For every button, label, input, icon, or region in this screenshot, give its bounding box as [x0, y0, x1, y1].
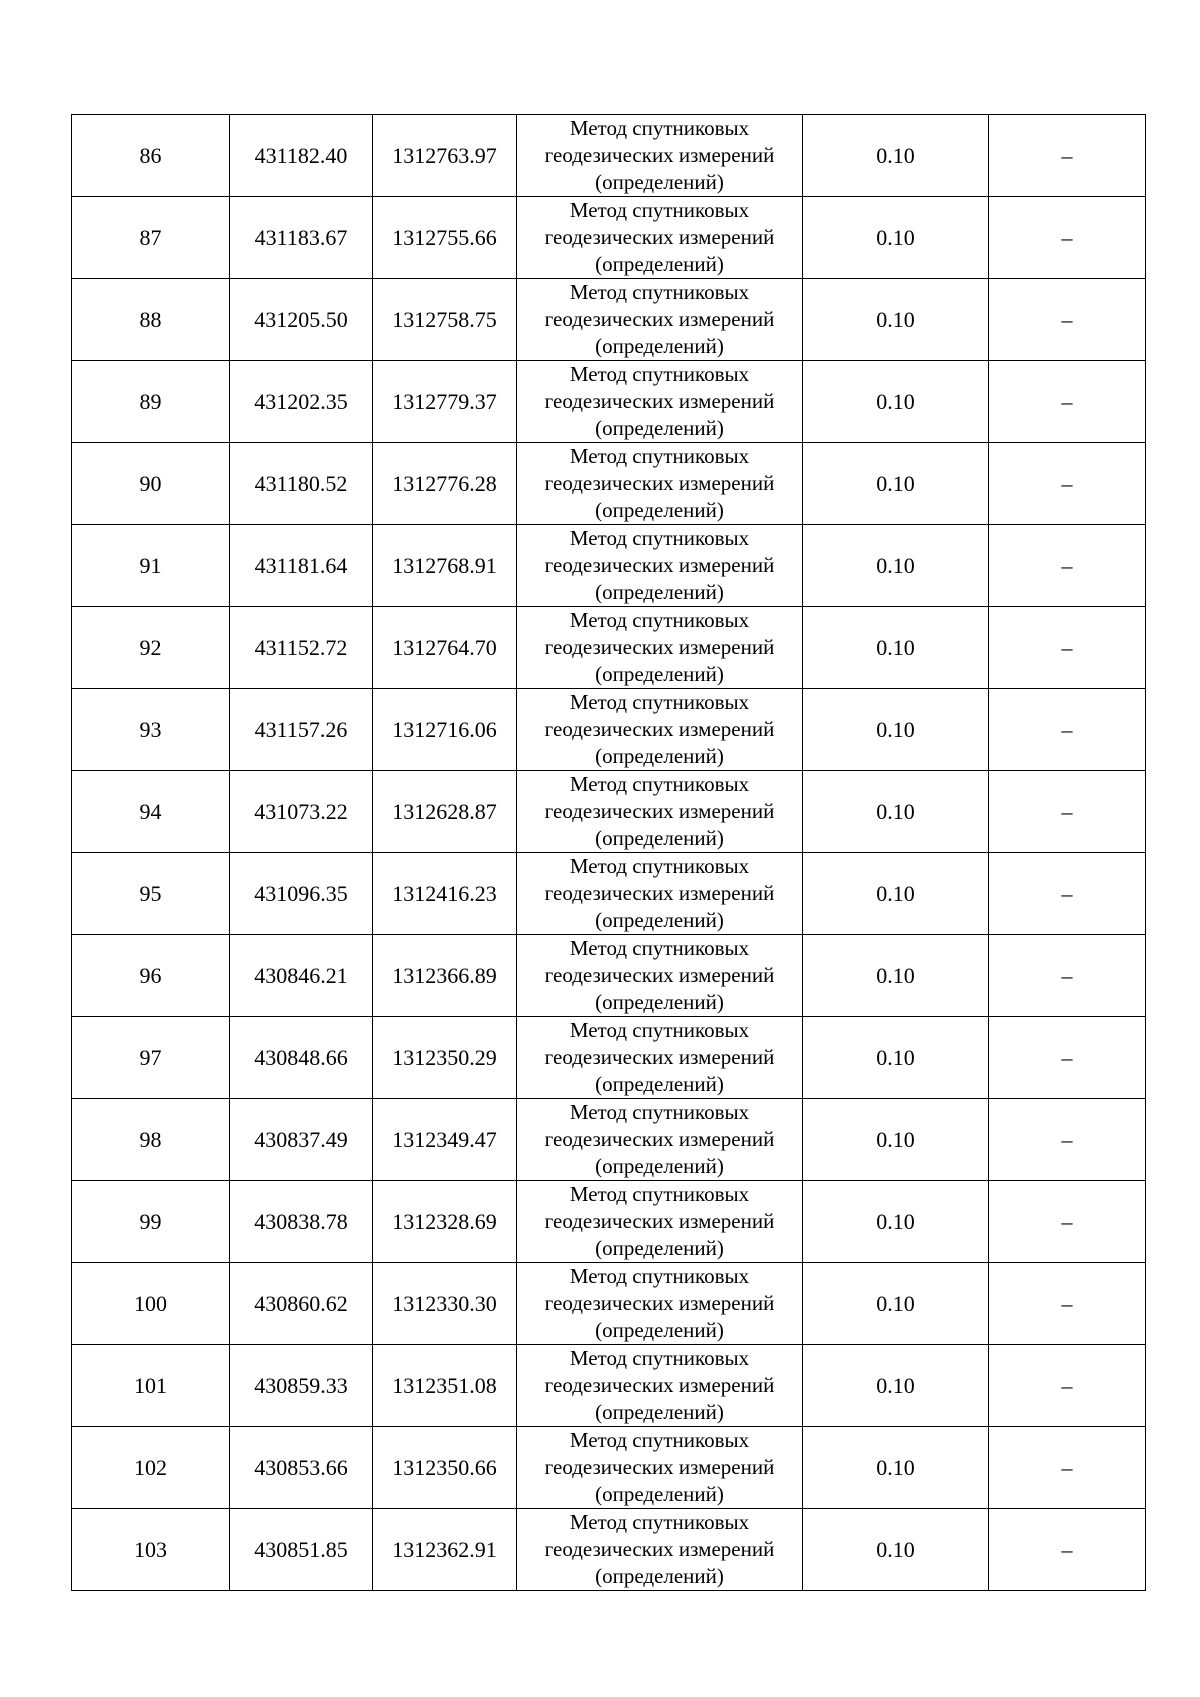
y-coordinate-cell: 1312763.97: [373, 115, 517, 197]
note-cell: –: [989, 1427, 1146, 1509]
x-coordinate-cell: 431073.22: [230, 771, 373, 853]
table-row: [72, 607, 1146, 689]
method-cell: Метод спутниковых геодезических измерений (определений): [517, 935, 803, 1017]
point-number-cell: 92: [72, 607, 230, 689]
table-row: [72, 525, 1146, 607]
point-number-cell: 94: [72, 771, 230, 853]
y-coordinate-cell: 1312779.37: [373, 361, 517, 443]
accuracy-cell: 0.10: [803, 525, 989, 607]
note-cell: –: [989, 607, 1146, 689]
note-cell: –: [989, 853, 1146, 935]
accuracy-cell: 0.10: [803, 935, 989, 1017]
table-row: [72, 853, 1146, 935]
note-cell: –: [989, 197, 1146, 279]
point-number-cell: 87: [72, 197, 230, 279]
x-coordinate-cell: 431157.26: [230, 689, 373, 771]
note-cell: –: [989, 115, 1146, 197]
table-row: [72, 935, 1146, 1017]
method-cell: Метод спутниковых геодезических измерений (определений): [517, 1263, 803, 1345]
method-cell: Метод спутниковых геодезических измерений (определений): [517, 525, 803, 607]
y-coordinate-cell: 1312416.23: [373, 853, 517, 935]
y-coordinate-cell: 1312351.08: [373, 1345, 517, 1427]
accuracy-cell: 0.10: [803, 197, 989, 279]
method-cell: Метод спутниковых геодезических измерений (определений): [517, 197, 803, 279]
point-number-cell: 91: [72, 525, 230, 607]
x-coordinate-cell: 431182.40: [230, 115, 373, 197]
point-number-cell: 102: [72, 1427, 230, 1509]
point-number-cell: 89: [72, 361, 230, 443]
point-number-cell: 95: [72, 853, 230, 935]
x-coordinate-cell: 431181.64: [230, 525, 373, 607]
coordinates-table: [71, 114, 1146, 1591]
point-number-cell: 96: [72, 935, 230, 1017]
accuracy-cell: 0.10: [803, 279, 989, 361]
accuracy-cell: 0.10: [803, 1017, 989, 1099]
accuracy-cell: 0.10: [803, 771, 989, 853]
table-row: [72, 1099, 1146, 1181]
x-coordinate-cell: 430853.66: [230, 1427, 373, 1509]
method-cell: Метод спутниковых геодезических измерений (определений): [517, 443, 803, 525]
y-coordinate-cell: 1312776.28: [373, 443, 517, 525]
method-cell: Метод спутниковых геодезических измерений (определений): [517, 853, 803, 935]
method-cell: Метод спутниковых геодезических измерений (определений): [517, 115, 803, 197]
note-cell: –: [989, 361, 1146, 443]
table-row: [72, 443, 1146, 525]
x-coordinate-cell: 431202.35: [230, 361, 373, 443]
method-cell: Метод спутниковых геодезических измерений (определений): [517, 1345, 803, 1427]
x-coordinate-cell: 430837.49: [230, 1099, 373, 1181]
y-coordinate-cell: 1312768.91: [373, 525, 517, 607]
point-number-cell: 97: [72, 1017, 230, 1099]
point-number-cell: 88: [72, 279, 230, 361]
table-body: [72, 115, 1146, 1591]
point-number-cell: 103: [72, 1509, 230, 1591]
point-number-cell: 93: [72, 689, 230, 771]
table-row: [72, 361, 1146, 443]
method-cell: Метод спутниковых геодезических измерений (определений): [517, 1099, 803, 1181]
y-coordinate-cell: 1312758.75: [373, 279, 517, 361]
accuracy-cell: 0.10: [803, 443, 989, 525]
accuracy-cell: 0.10: [803, 1427, 989, 1509]
point-number-cell: 90: [72, 443, 230, 525]
x-coordinate-cell: 430848.66: [230, 1017, 373, 1099]
accuracy-cell: 0.10: [803, 1181, 989, 1263]
table-row: [72, 1017, 1146, 1099]
y-coordinate-cell: 1312350.66: [373, 1427, 517, 1509]
x-coordinate-cell: 430846.21: [230, 935, 373, 1017]
note-cell: –: [989, 1345, 1146, 1427]
x-coordinate-cell: 431183.67: [230, 197, 373, 279]
y-coordinate-cell: 1312366.89: [373, 935, 517, 1017]
note-cell: –: [989, 771, 1146, 853]
y-coordinate-cell: 1312764.70: [373, 607, 517, 689]
note-cell: –: [989, 689, 1146, 771]
x-coordinate-cell: 431205.50: [230, 279, 373, 361]
method-cell: Метод спутниковых геодезических измерений (определений): [517, 607, 803, 689]
note-cell: –: [989, 1017, 1146, 1099]
note-cell: –: [989, 1181, 1146, 1263]
point-number-cell: 100: [72, 1263, 230, 1345]
y-coordinate-cell: 1312350.29: [373, 1017, 517, 1099]
x-coordinate-cell: 431096.35: [230, 853, 373, 935]
y-coordinate-cell: 1312328.69: [373, 1181, 517, 1263]
point-number-cell: 86: [72, 115, 230, 197]
accuracy-cell: 0.10: [803, 1099, 989, 1181]
x-coordinate-cell: 431180.52: [230, 443, 373, 525]
method-cell: Метод спутниковых геодезических измерений (определений): [517, 771, 803, 853]
x-coordinate-cell: 430851.85: [230, 1509, 373, 1591]
note-cell: –: [989, 443, 1146, 525]
accuracy-cell: 0.10: [803, 607, 989, 689]
table-row: [72, 115, 1146, 197]
table-row: [72, 771, 1146, 853]
method-cell: Метод спутниковых геодезических измерений (определений): [517, 1509, 803, 1591]
note-cell: –: [989, 935, 1146, 1017]
method-cell: Метод спутниковых геодезических измерений (определений): [517, 1181, 803, 1263]
method-cell: Метод спутниковых геодезических измерений (определений): [517, 361, 803, 443]
method-cell: Метод спутниковых геодезических измерений (определений): [517, 689, 803, 771]
point-number-cell: 99: [72, 1181, 230, 1263]
note-cell: –: [989, 279, 1146, 361]
accuracy-cell: 0.10: [803, 1345, 989, 1427]
accuracy-cell: 0.10: [803, 1509, 989, 1591]
point-number-cell: 101: [72, 1345, 230, 1427]
method-cell: Метод спутниковых геодезических измерений (определений): [517, 279, 803, 361]
y-coordinate-cell: 1312330.30: [373, 1263, 517, 1345]
table-row: [72, 1345, 1146, 1427]
table-row: [72, 1427, 1146, 1509]
accuracy-cell: 0.10: [803, 361, 989, 443]
y-coordinate-cell: 1312755.66: [373, 197, 517, 279]
y-coordinate-cell: 1312362.91: [373, 1509, 517, 1591]
accuracy-cell: 0.10: [803, 1263, 989, 1345]
accuracy-cell: 0.10: [803, 853, 989, 935]
table-row: [72, 1181, 1146, 1263]
method-cell: Метод спутниковых геодезических измерений (определений): [517, 1427, 803, 1509]
x-coordinate-cell: 430859.33: [230, 1345, 373, 1427]
x-coordinate-cell: 431152.72: [230, 607, 373, 689]
note-cell: –: [989, 1509, 1146, 1591]
y-coordinate-cell: 1312716.06: [373, 689, 517, 771]
method-cell: Метод спутниковых геодезических измерений (определений): [517, 1017, 803, 1099]
table-row: [72, 689, 1146, 771]
x-coordinate-cell: 430838.78: [230, 1181, 373, 1263]
y-coordinate-cell: 1312628.87: [373, 771, 517, 853]
note-cell: –: [989, 1099, 1146, 1181]
table-row: [72, 197, 1146, 279]
note-cell: –: [989, 1263, 1146, 1345]
table-row: [72, 1509, 1146, 1591]
accuracy-cell: 0.10: [803, 689, 989, 771]
table-row: [72, 279, 1146, 361]
point-number-cell: 98: [72, 1099, 230, 1181]
accuracy-cell: 0.10: [803, 115, 989, 197]
x-coordinate-cell: 430860.62: [230, 1263, 373, 1345]
note-cell: –: [989, 525, 1146, 607]
table-row: [72, 1263, 1146, 1345]
y-coordinate-cell: 1312349.47: [373, 1099, 517, 1181]
